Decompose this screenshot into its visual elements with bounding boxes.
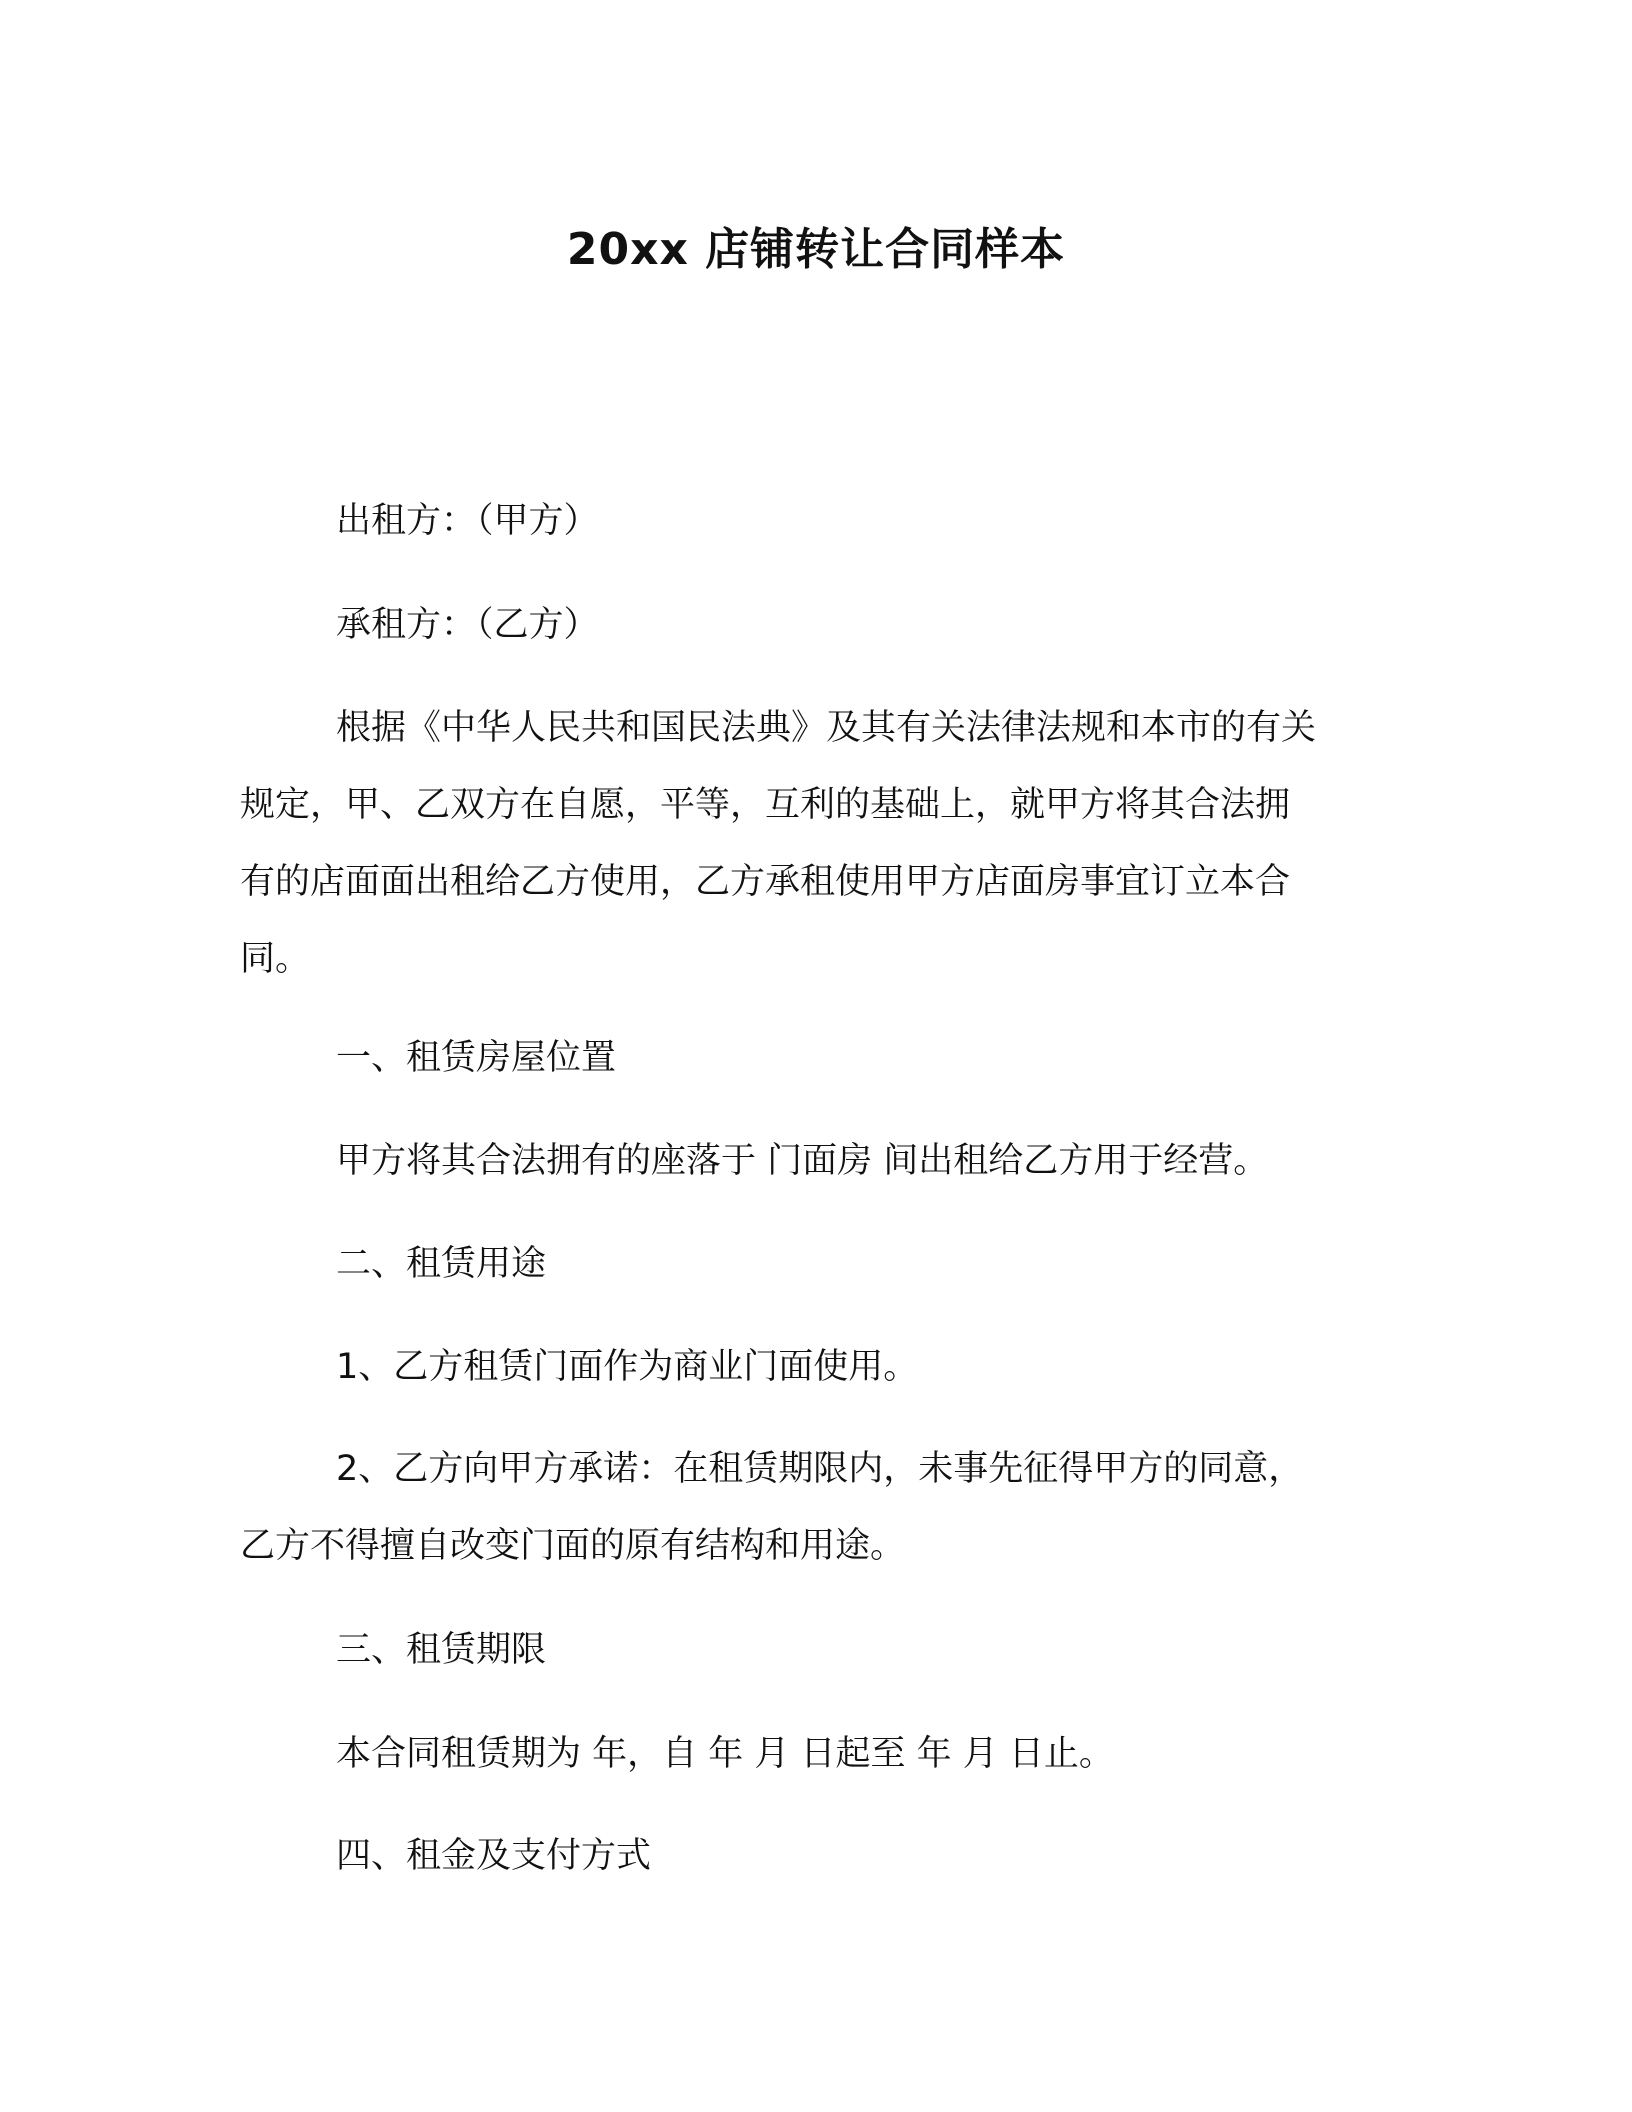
section3-text: 本合同租赁期为 年，自 年 月 日起至 年 月 日止。: [336, 1734, 1114, 1774]
lessor-line: 出租方：（甲方）: [336, 501, 599, 541]
section2-item2-line: 2、乙方向甲方承诺：在租赁期限内，未事先征得甲方的同意，: [336, 1449, 1304, 1489]
section2-item1: 1、乙方租赁门面作为商业门面使用。: [336, 1347, 919, 1387]
section1-text: 甲方将其合法拥有的座落于 门面房 间出租给乙方用于经营。: [336, 1141, 1269, 1181]
section3-heading: 三、租赁期限: [336, 1630, 547, 1670]
preamble-line: 同。: [240, 939, 311, 979]
preamble-line: 规定，甲、乙双方在自愿，平等，互利的基础上，就甲方将其合法拥: [240, 785, 1291, 825]
section2-item2: [240, 1431, 1380, 1585]
preamble-line: 有的店面面出租给乙方使用，乙方承租使用甲方店面房事宜订立本合: [240, 862, 1291, 902]
document-title: 20xx 店铺转让合同样本: [566, 224, 1066, 275]
section2-item2-line: 乙方不得擅自改变门面的原有结构和用途。: [240, 1526, 906, 1566]
section4-heading: 四、租金及支付方式: [336, 1836, 652, 1876]
preamble-paragraph: [240, 690, 1380, 998]
lessee-line: 承租方：（乙方）: [336, 605, 599, 645]
section1-heading: 一、租赁房屋位置: [336, 1038, 617, 1078]
section2-heading: 二、租赁用途: [336, 1244, 547, 1284]
preamble-line: 根据《中华人民共和国民法典》及其有关法律法规和本市的有关: [336, 708, 1317, 748]
